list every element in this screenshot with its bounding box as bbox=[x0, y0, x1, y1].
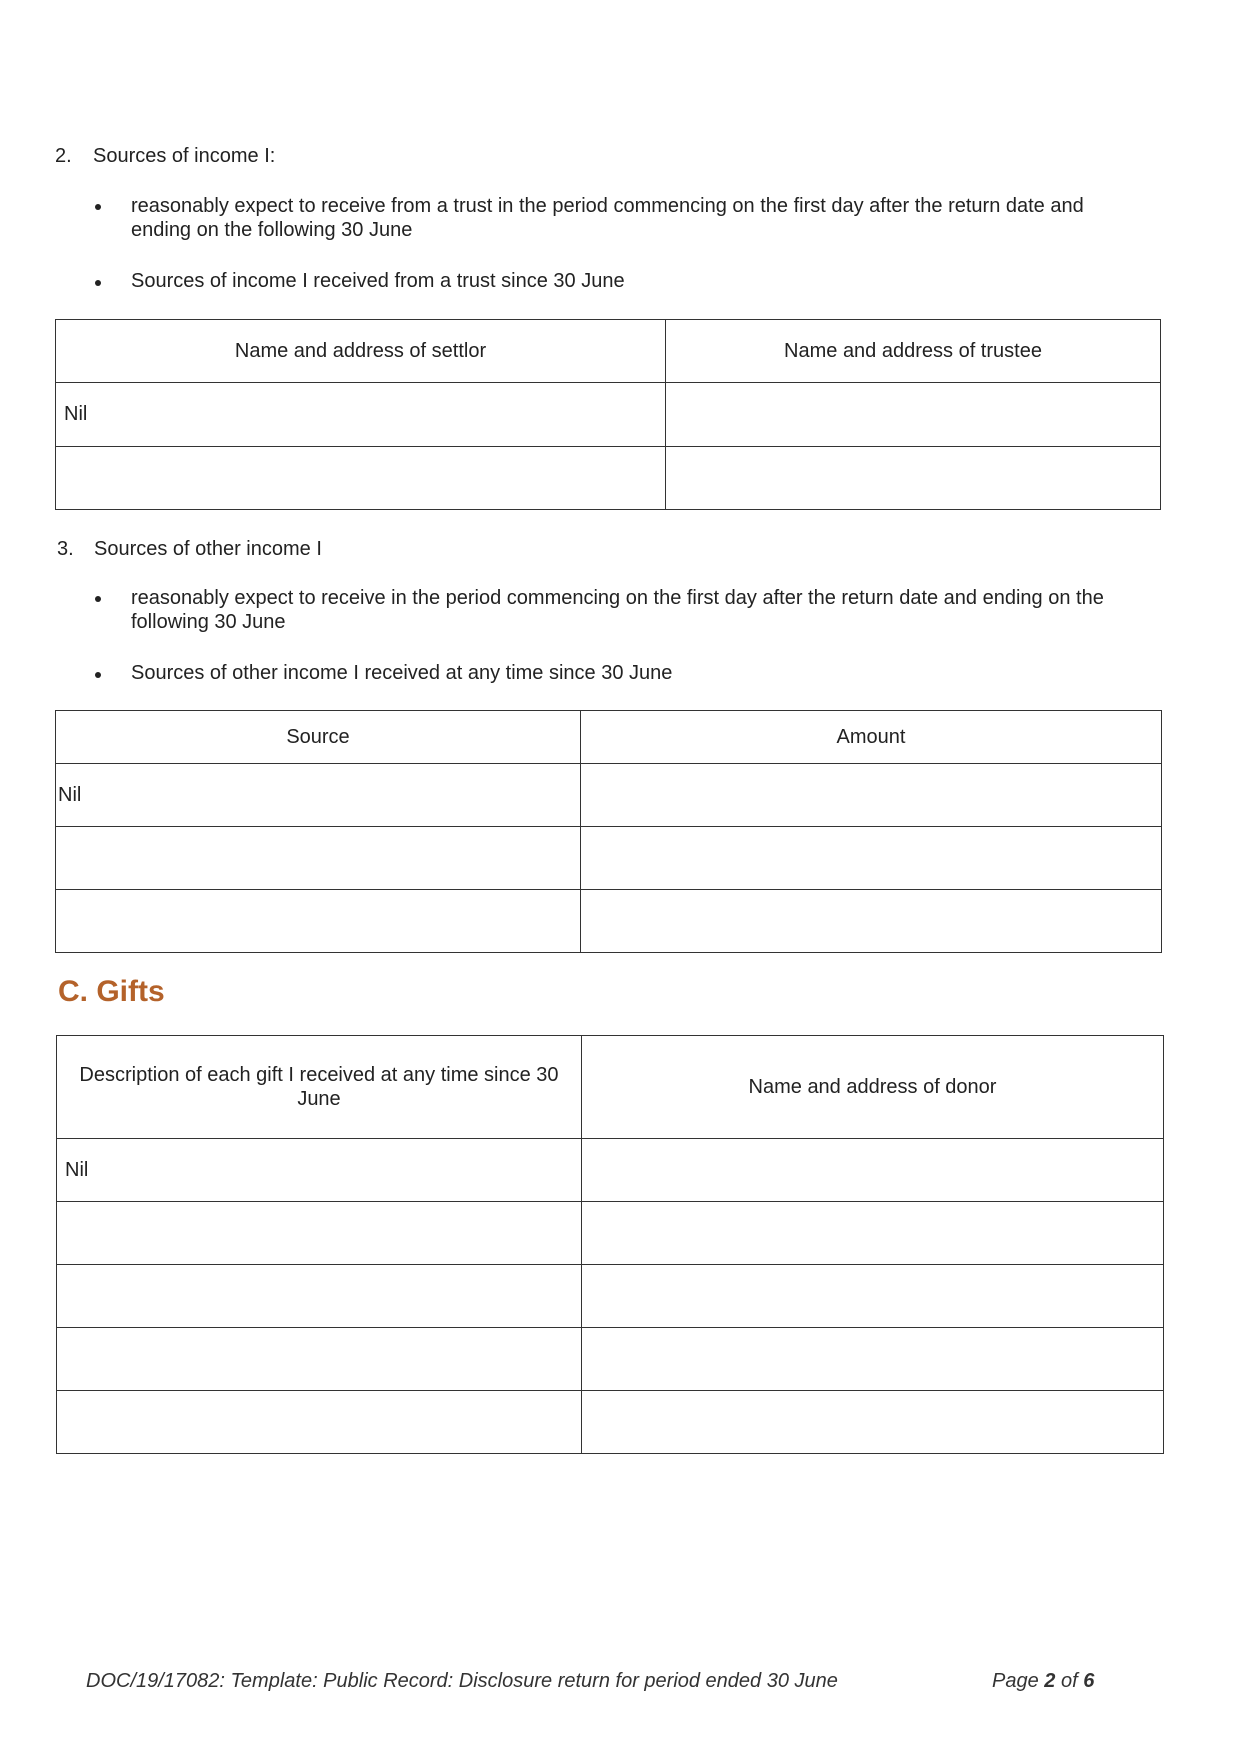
gift-description-header-text: Description of each gift I received at any time since 30 June bbox=[79, 1064, 559, 1110]
table-header-gift-description bbox=[57, 1036, 582, 1139]
other-income-table bbox=[55, 710, 1162, 953]
table-cell bbox=[582, 1202, 1164, 1265]
page-total: 6 bbox=[1083, 1670, 1095, 1692]
bullet-icon bbox=[95, 204, 101, 210]
table-cell: Nil bbox=[56, 383, 666, 447]
section-3-bullet-1: reasonably expect to receive in the period commencing on the first day after the return date and ending on the following 30 June bbox=[131, 587, 1104, 633]
trust-income-table bbox=[55, 319, 1161, 510]
bullet-icon bbox=[95, 672, 101, 678]
section-3-number: 3. bbox=[57, 538, 74, 560]
bullet-icon bbox=[95, 596, 101, 602]
gifts-table bbox=[56, 1035, 1164, 1454]
section-3-title: Sources of other income I bbox=[94, 538, 322, 560]
table-cell bbox=[582, 1139, 1164, 1202]
gifts-heading: C. Gifts bbox=[58, 975, 165, 1008]
page-current: 2 bbox=[1044, 1670, 1056, 1692]
bullet-icon bbox=[95, 280, 101, 286]
table-cell bbox=[581, 764, 1162, 827]
table-header-amount: Amount bbox=[581, 711, 1162, 764]
section-2-number: 2. bbox=[55, 145, 72, 167]
table-cell bbox=[57, 1265, 582, 1328]
table-cell: Nil bbox=[56, 764, 581, 827]
table-cell bbox=[582, 1265, 1164, 1328]
table-header-source: Source bbox=[56, 711, 581, 764]
table-cell bbox=[582, 1328, 1164, 1391]
table-header-trustee: Name and address of trustee bbox=[666, 320, 1161, 383]
table-cell bbox=[56, 827, 581, 890]
table-cell bbox=[581, 890, 1162, 953]
table-cell bbox=[57, 1328, 582, 1391]
table-cell: Nil bbox=[57, 1139, 582, 1202]
table-header-settlor: Name and address of settlor bbox=[56, 320, 666, 383]
page-prefix: Page bbox=[992, 1670, 1045, 1692]
section-2-title: Sources of income I: bbox=[93, 145, 276, 167]
table-cell bbox=[57, 1391, 582, 1454]
page-of: of bbox=[1055, 1670, 1084, 1692]
table-cell bbox=[582, 1391, 1164, 1454]
table-header-donor: Name and address of donor bbox=[582, 1036, 1164, 1139]
footer-doc-reference: DOC/19/17082: Template: Public Record: Disclosure return for period ended 30 June bbox=[86, 1670, 838, 1692]
footer-page-number bbox=[992, 1670, 1094, 1693]
section-3-bullet-2: Sources of other income I received at any time since 30 June bbox=[131, 662, 673, 684]
section-2-bullet-1: reasonably expect to receive from a trust in the period commencing on the first day after the return date and ending on the following 30 June bbox=[131, 195, 1084, 241]
table-cell bbox=[56, 890, 581, 953]
table-cell bbox=[56, 447, 666, 510]
table-cell bbox=[57, 1202, 582, 1265]
section-2-bullet-2: Sources of income I received from a trust since 30 June bbox=[131, 270, 625, 292]
table-cell bbox=[581, 827, 1162, 890]
table-cell bbox=[666, 383, 1161, 447]
table-cell bbox=[666, 447, 1161, 510]
